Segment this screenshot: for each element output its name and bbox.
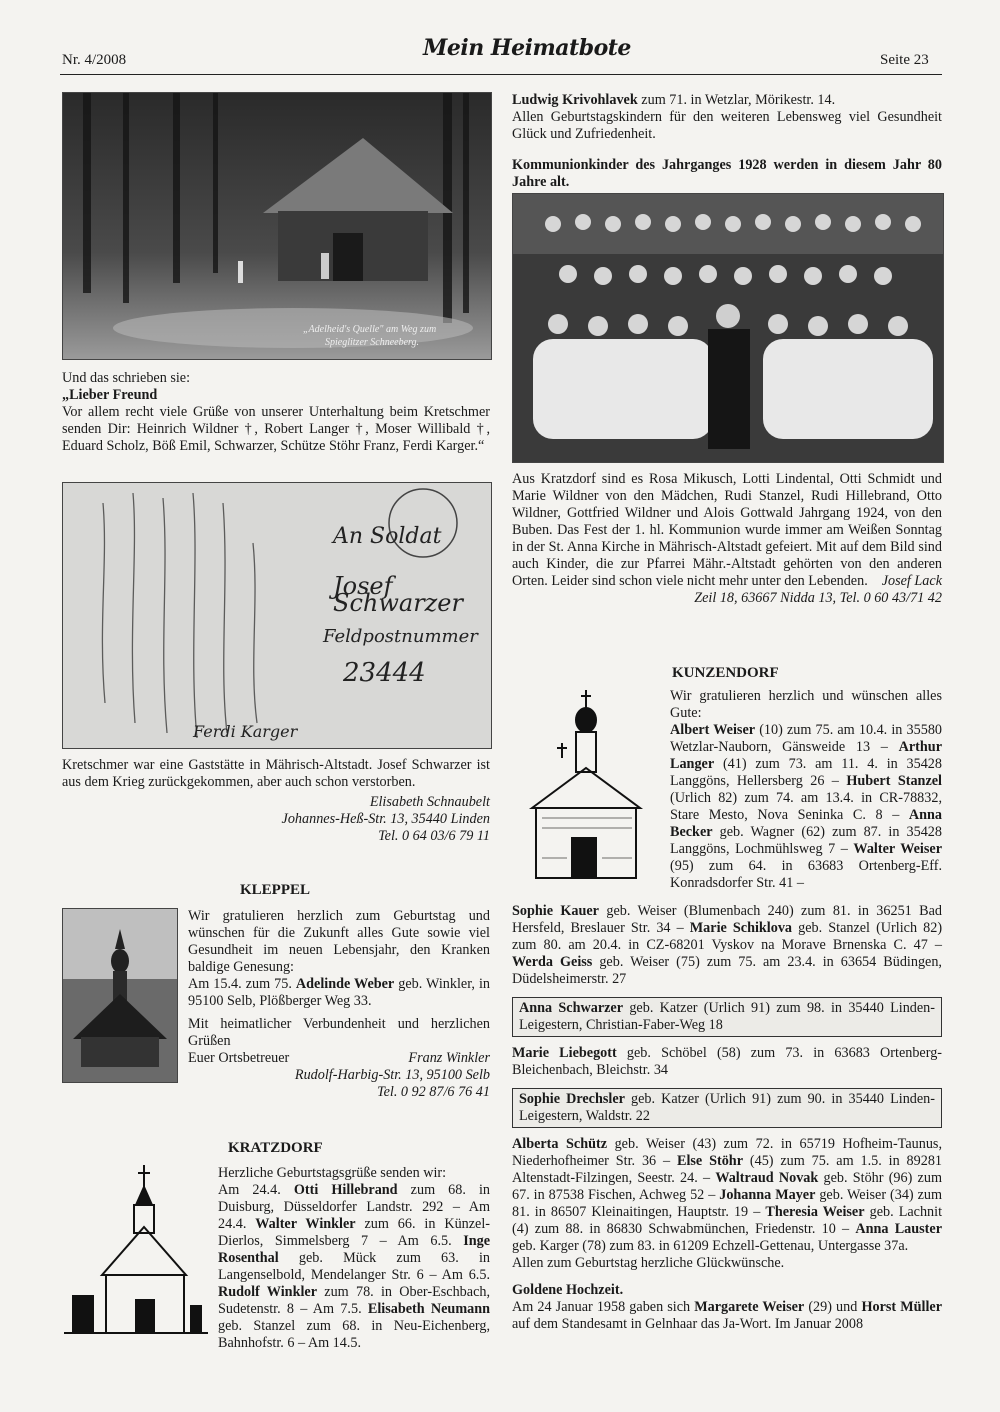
kunzendorf-church-drawing bbox=[512, 688, 660, 900]
kleppel-intro: Wir gratulieren herzlich zum Geburtstag und wünschen für die Zukunft alles Gute sowie viel Gesundheit im neuen Lebensjahr, den Kranken baldige Genesung: bbox=[188, 908, 490, 975]
kleppel-entry-post: geb. Winkler, in 95100 Selb, Plößberger Weg 33. bbox=[188, 976, 490, 1009]
gold-post: auf dem Standesamt in Gelnhaar das Ja-Wort. Im Januar 2008 bbox=[512, 1316, 864, 1332]
gold-name-1: Margarete Weiser bbox=[694, 1299, 805, 1315]
kleppel-sig-tel: Tel. 0 92 87/6 76 41 bbox=[377, 1084, 490, 1100]
header-rule bbox=[60, 74, 942, 75]
kunzendorf-t1: (10) zum 75. am 10.4. in 35580 Wetzlar-Nauborn, Gänsweide 13 – bbox=[670, 722, 943, 755]
section-title-kunzendorf: KUNZENDORF bbox=[672, 665, 779, 681]
kratzdorf-e4-post: zum 78. in Ober-Eschbach, Sudetenstr. 8 – Am 7.5. bbox=[218, 1284, 491, 1317]
kratzdorf-e2-name: Walter Winkler bbox=[255, 1216, 356, 1232]
kunzendorf-t2: (41) zum 73. am 11. 4. in 35428 Langgöns, Hellersberg 26 – bbox=[670, 756, 942, 789]
kunzendorf-t7: geb. Stanzel (Urlich 82) zum 80. am 20.4. in CZ-68201 Vyskov na Morave Brnenska C. 47 – bbox=[512, 920, 943, 953]
chapel-icon bbox=[62, 1165, 210, 1345]
communion-sig-name: Josef Lack bbox=[881, 573, 942, 589]
highlight-box-drechsler bbox=[512, 1088, 942, 1128]
communion-block bbox=[512, 471, 942, 607]
postcard-address-2: Josef Schwarzer bbox=[333, 572, 463, 617]
box1-name: Anna Schwarzer bbox=[519, 1000, 624, 1016]
more-t3: geb. Stöhr (96) zum 67. in 87538 Fischen, Achweg 52 – bbox=[512, 1170, 942, 1203]
birthday-closing: Allen zum Geburtstag herzliche Glückwünsche. bbox=[512, 1255, 785, 1271]
church-icon bbox=[512, 688, 660, 900]
newspaper-logo: Mein Heimatbote bbox=[423, 35, 631, 61]
kratzdorf-e3-name: Inge Rosenthal bbox=[218, 1233, 490, 1266]
more-t2: (45) zum 75. am 1.5. in 89281 Altenstadt-Filzingen, Seestr. 24. – bbox=[512, 1153, 943, 1186]
gold-name-2: Horst Müller bbox=[861, 1299, 942, 1315]
kretschmer-text: Kretschmer war eine Gaststätte in Mährisch-Altstadt. Josef Schwarzer ist aus dem Krieg zurückgekommen, aber auch schon verstorben. bbox=[62, 757, 490, 790]
box1-text: geb. Katzer (Urlich 91) zum 98. in 35440 Linden-Leigestern, Christian-Faber-Weg 18 bbox=[519, 1000, 935, 1033]
kleppel-sig-address: Rudolf-Harbig-Str. 13, 95100 Selb bbox=[294, 1067, 490, 1083]
communion-text: Aus Kratzdorf sind es Rosa Mikusch, Lotti Lindental, Otti Schmidt und Marie Wildner von den Mädchen, Rudi Stanzel, Rudi Hillebrand, Otto Wildner, Gottfried Wildner und Alois Gottwald Jahrgang 1924, von den Buben. Das Fest der 1. hl. Kommunion wurde immer am Weißen Sonntag in der St. Anna Kirche in Mährisch-Altstadt gefeiert. Mit auf dem Bild sind auch Kinder, die zur Pfarrei Mähr.-Altstadt gehörten von den anderen Orten. Leider sind schon viele nicht mehr unter den Lebenden. bbox=[512, 471, 942, 589]
gold-pre: Am 24 Januar 1958 gaben sich bbox=[512, 1299, 691, 1315]
photo-caption-2: Spieglitzer Schneeberg. bbox=[325, 337, 420, 348]
kratzdorf-e1-post: zum 68. in Duisburg, Düsseldorfer Landstr. 292 – Am 24.4. bbox=[218, 1182, 491, 1232]
kleppel-church-photo bbox=[62, 908, 178, 1083]
more-n1: Alberta Schütz bbox=[512, 1136, 608, 1152]
photo-forest-hut bbox=[62, 92, 492, 360]
kratzdorf-e2-post: zum 66. in Künzel-Dierlos, Simmelsberg 7 – Am 6.5. bbox=[218, 1216, 491, 1249]
kunzendorf-n1: Albert Weiser bbox=[670, 722, 756, 738]
box2-text: geb. Katzer (Urlich 91) zum 90. in 35440 Linden- Leigestern, Waldstr. 22 bbox=[519, 1091, 935, 1124]
kunzendorf-n5: Walter Weiser bbox=[853, 841, 942, 857]
kunzendorf-n2: Arthur Langer bbox=[670, 739, 942, 772]
kunzendorf-cont-block bbox=[512, 903, 942, 988]
right-top-block bbox=[512, 92, 942, 191]
more-n5: Theresia Weiser bbox=[765, 1204, 865, 1220]
krivohlavek-text: zum 71. in Wetzlar, Mörikestr. 14. bbox=[641, 92, 836, 108]
kratzdorf-chapel-drawing bbox=[62, 1165, 210, 1345]
kunzendorf-intro: Wir gratulieren herzlich und wünschen alles Gute: bbox=[670, 688, 942, 721]
signature-name: Elisabeth Schnaubelt bbox=[369, 794, 490, 810]
kunzendorf-t8: geb. Weiser (75) zum 75. am 23.4. in 63654 Büdingen, Düdelsheimerstr. 27 bbox=[512, 954, 942, 987]
more-t4: geb. Weiser (34) zum 81. in 86507 Kleinaitingen, Hauptstr. 19 – bbox=[512, 1187, 943, 1220]
more-n3: Waltraud Novak bbox=[715, 1170, 819, 1186]
more-n2: Else Stöhr bbox=[677, 1153, 743, 1169]
postcard-address-3: Feldpostnummer bbox=[323, 626, 478, 647]
krivohlavek-name: Ludwig Krivohlavek bbox=[512, 92, 638, 108]
intro-block bbox=[62, 370, 490, 455]
kratzdorf-e5-name: Elisabeth Neumann bbox=[367, 1301, 491, 1317]
kretschmer-block bbox=[62, 757, 490, 845]
kleppel-sig-name: Franz Winkler bbox=[408, 1050, 490, 1066]
kunzendorf-n7: Marie Schiklova bbox=[689, 920, 793, 936]
kleppel-betreuer: Euer Ortsbetreuer bbox=[188, 1050, 290, 1066]
liebegott-text: geb. Schöbel (58) zum 73. in 63683 Ortenberg-Bleichenbach, Bleichstr. 34 bbox=[512, 1045, 943, 1078]
postcard-image bbox=[62, 482, 492, 749]
kunzendorf-n3: Hubert Stanzel bbox=[846, 773, 942, 789]
kunzendorf-intro-block bbox=[670, 688, 942, 892]
more-t6: geb. Karger (78) zum 83. in 61209 Echzell-Gettenau, Untergasse 37a. bbox=[512, 1238, 909, 1254]
highlight-box-schwarzer bbox=[512, 997, 942, 1037]
signature-tel: Tel. 0 64 03/6 79 11 bbox=[378, 828, 490, 844]
postcard-signature: Ferdi Karger bbox=[193, 722, 298, 741]
kunzendorf-t6: geb. Weiser (Blumenbach 240) zum 81. in 36251 Bad Hersfeld, Breslauer Str. 34 – bbox=[512, 903, 942, 936]
kunzendorf-t4: geb. Wagner (62) zum 87. in 35428 Langgöns, Lochmühlsweg 7 – bbox=[670, 824, 942, 857]
postcard-address-1: An Soldat bbox=[333, 524, 442, 549]
kunzendorf-t5: (95) zum 64. in 63683 Ortenberg-Eff. Konradsdorfer Str. 41 – bbox=[670, 858, 942, 891]
letter-greeting: „Lieber Freund bbox=[62, 387, 158, 403]
gold-mid: (29) und bbox=[808, 1299, 858, 1315]
more-n6: Anna Lauster bbox=[855, 1221, 942, 1237]
kleppel-entry-name: Adelinde Weber bbox=[295, 976, 395, 992]
kleppel-greeting: Mit heimatlicher Verbundenheit und herzlichen Grüßen bbox=[188, 1016, 490, 1049]
section-title-kleppel: KLEPPEL bbox=[240, 882, 311, 898]
kratzdorf-e3-post: geb. Mück zum 63. in Langenselbold, Mendelanger Str. 6 – Am 6.5. bbox=[218, 1250, 491, 1283]
intro-line: Und das schrieben sie: bbox=[62, 370, 191, 386]
kratzdorf-e4-name: Rudolf Winkler bbox=[218, 1284, 317, 1300]
more-n4: Johanna Mayer bbox=[719, 1187, 816, 1203]
postcard-field-number: 23444 bbox=[343, 658, 426, 688]
photo-caption-1: „Adelheid's Quelle" am Weg zum bbox=[303, 324, 437, 335]
forest-hut-image bbox=[63, 93, 491, 359]
liebegott-block bbox=[512, 1045, 942, 1079]
kunzendorf-t3: (Urlich 82) zum 74. am 13.4. in CR-78832, Stare Mesto, Nova Seninka C. 8 – bbox=[670, 790, 942, 823]
signature-address: Johannes-Heß-Str. 13, 35440 Linden bbox=[281, 811, 490, 827]
golden-wedding-title: Goldene Hochzeit. bbox=[512, 1282, 624, 1298]
kunzendorf-n6: Sophie Kauer bbox=[512, 903, 599, 919]
kunzendorf-n4: Anna Becker bbox=[670, 807, 943, 840]
issue-number: Nr. 4/2008 bbox=[62, 52, 127, 68]
letter-body: Vor allem recht viele Grüße von unserer Unterhaltung beim Kretschmer senden Dir: Heinrich Wildner †, Robert Langer †, Moser Willibald †, Eduard Scholz, Böß Emil, Schwarzer, Schütze Stöhr Franz, Ferdi Karger.“ bbox=[62, 404, 490, 454]
kunzendorf-n8: Werda Geiss bbox=[512, 954, 593, 970]
communion-heading: Kommunionkinder des Jahrganges 1928 werden in diesem Jahr 80 Jahre alt. bbox=[512, 157, 942, 190]
kratzdorf-block bbox=[218, 1165, 490, 1352]
more-t1: geb. Weiser (43) zum 72. in 65719 Hofheim-Taunus, Niederhofheimer Str. 36 – bbox=[512, 1136, 942, 1169]
kleppel-entry-pre: Am 15.4. zum 75. bbox=[188, 976, 292, 992]
more-t5: geb. Lachnit (4) zum 88. in 86830 Schwabmünchen, Friedenstr. 10 – bbox=[512, 1204, 943, 1237]
birthday-wishes: Allen Geburtstagskindern für den weiteren Lebensweg viel Gesundheit Glück und Zufriedenheit. bbox=[512, 109, 942, 142]
communion-group-photo bbox=[512, 193, 944, 463]
kratzdorf-e1-pre: Am 24.4. bbox=[218, 1182, 281, 1198]
page-number: Seite 23 bbox=[880, 52, 929, 68]
communion-sig-address: Zeil 18, 63667 Nidda 13, Tel. 0 60 43/71 42 bbox=[694, 590, 942, 606]
kleppel-block bbox=[188, 908, 490, 1101]
kratzdorf-e5-post: geb. Stanzel zum 68. in Neu-Eichenberg, Bahnhofstr. 6 – Am 14.5. bbox=[218, 1318, 490, 1351]
kratzdorf-intro: Herzliche Geburtstagsgrüße senden wir: bbox=[218, 1165, 447, 1181]
kratzdorf-e1-name: Otti Hillebrand bbox=[293, 1182, 398, 1198]
more-birthdays-block bbox=[512, 1136, 942, 1333]
liebegott-name: Marie Liebegott bbox=[512, 1045, 617, 1061]
communion-children-image bbox=[513, 194, 943, 462]
box2-name: Sophie Drechsler bbox=[519, 1091, 625, 1107]
section-title-kratzdorf: KRATZDORF bbox=[228, 1140, 323, 1156]
wooden-church-image bbox=[63, 909, 177, 1082]
